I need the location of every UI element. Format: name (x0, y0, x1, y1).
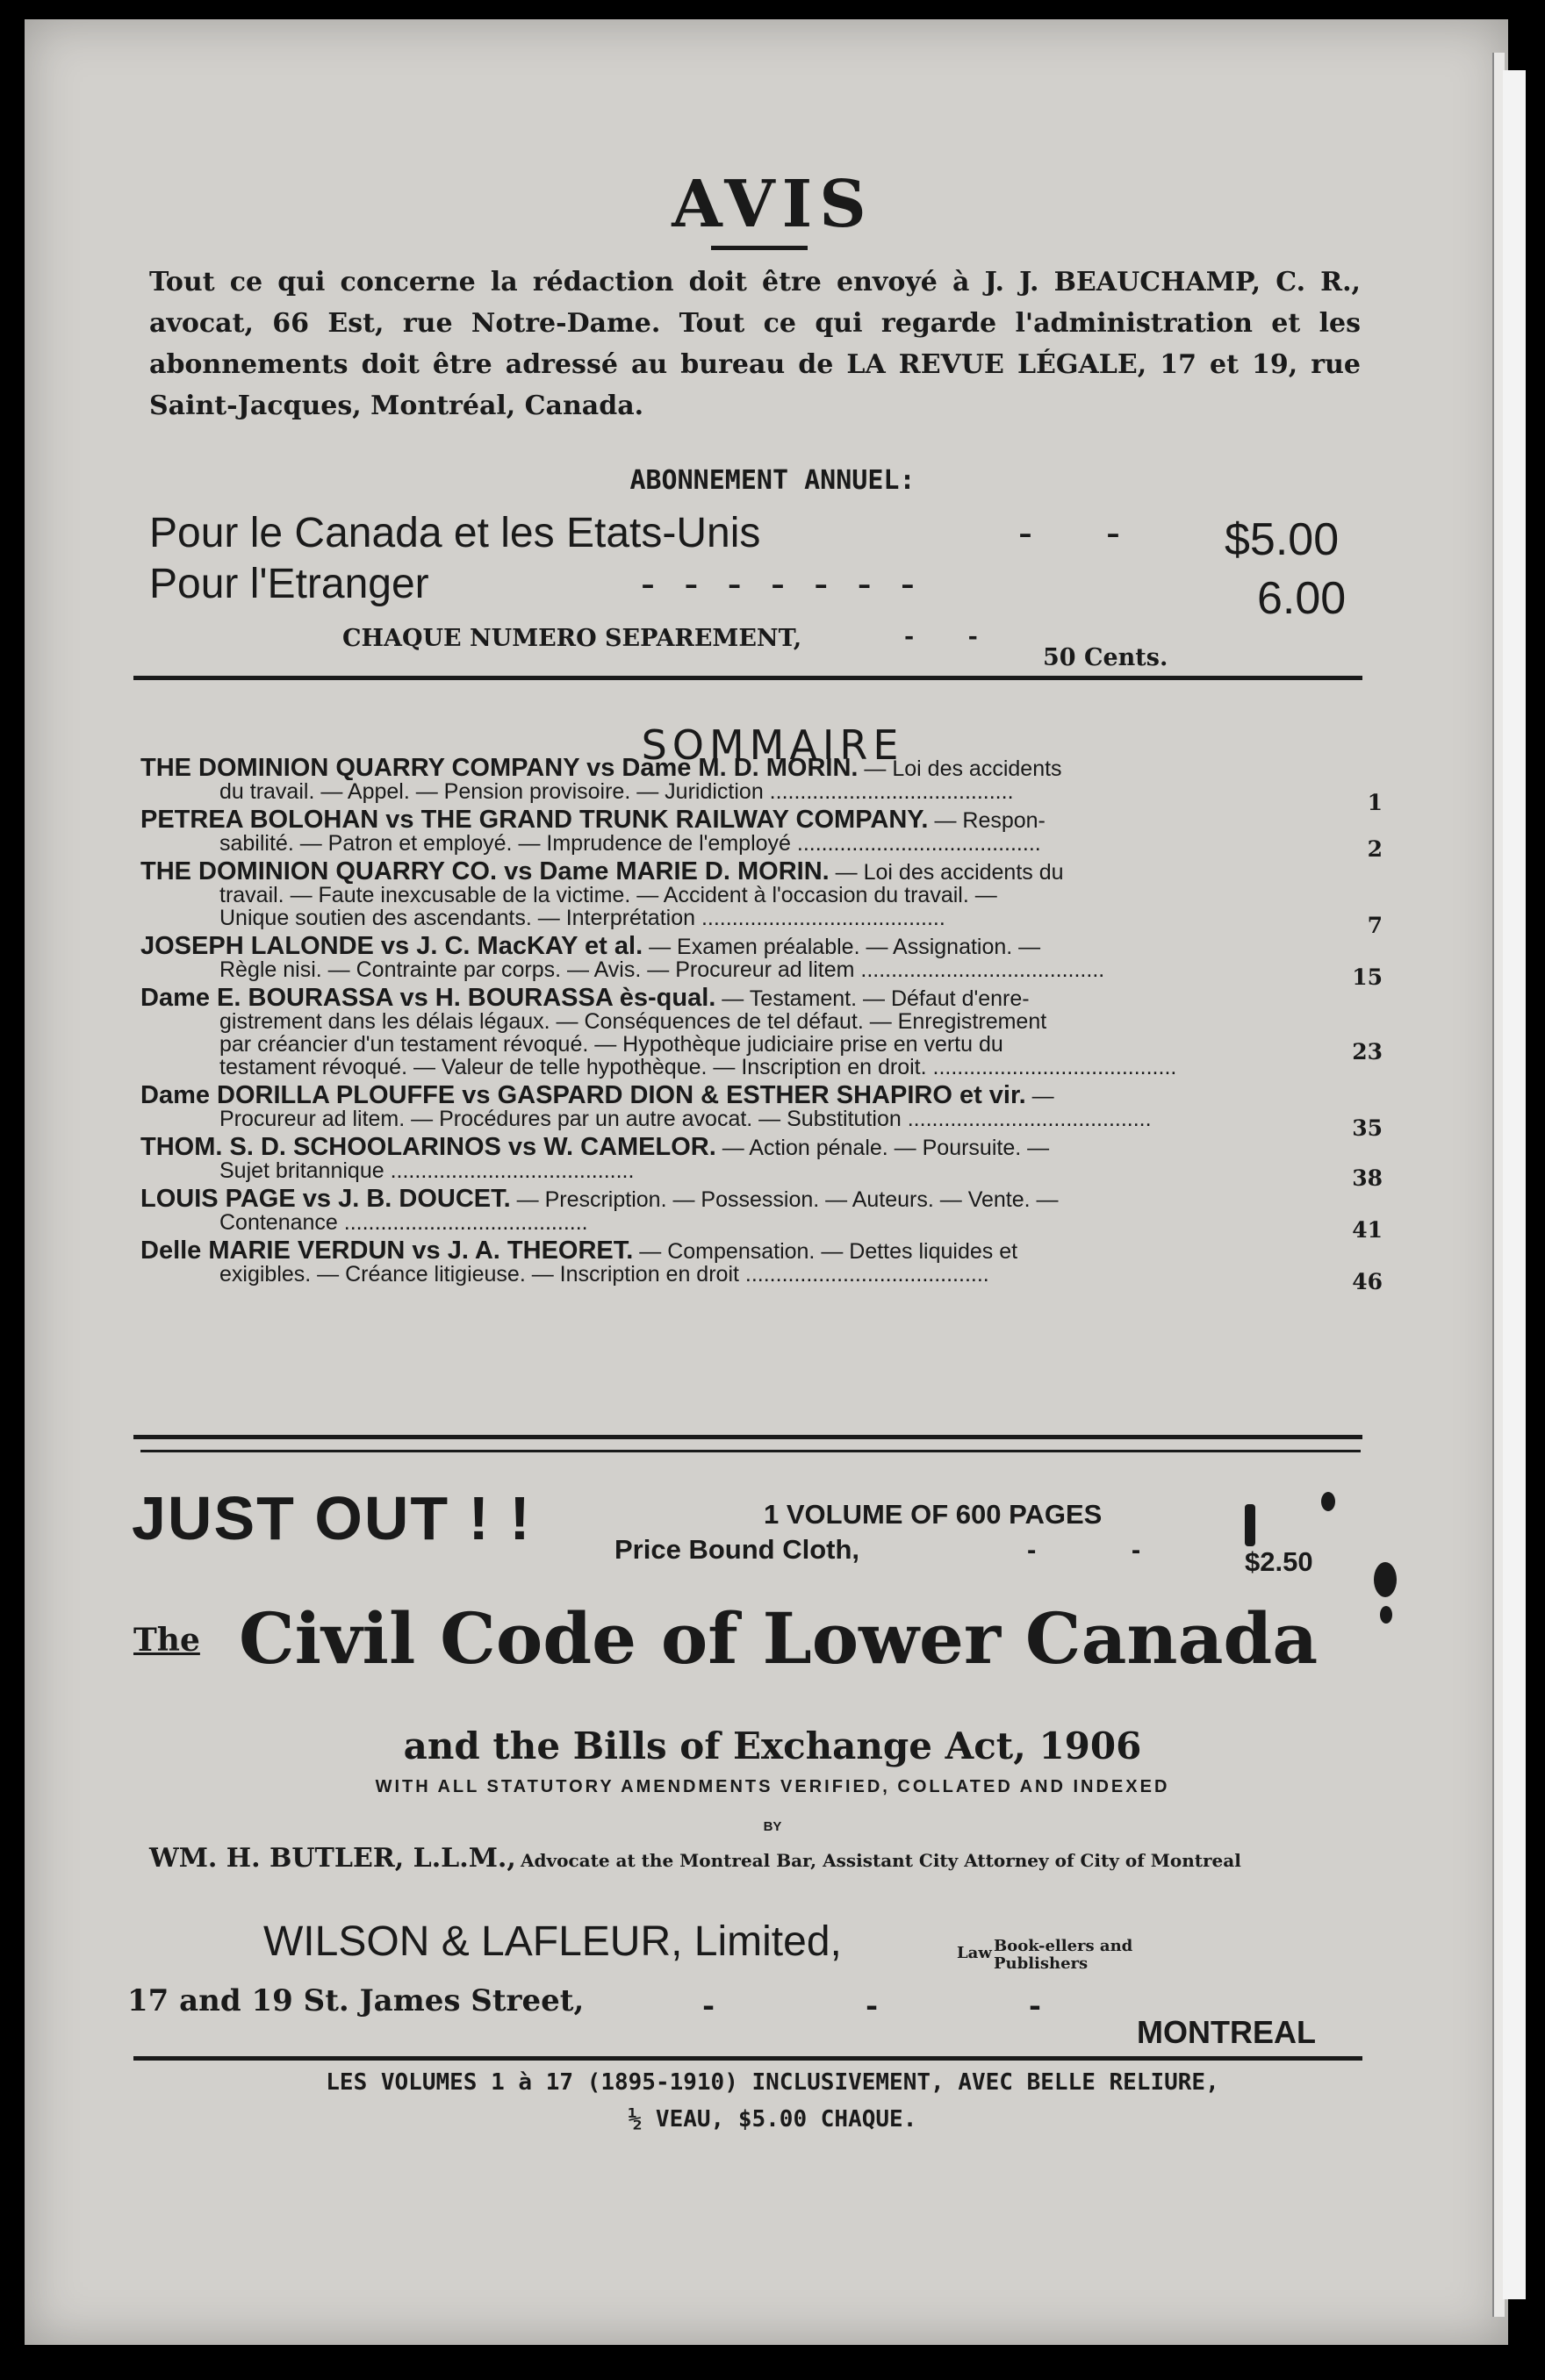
avis-body: Tout ce qui concerne la rédaction doit être envoyé à J. J. BEAUCHAMP, C. R., avocat, 66 Est, rue Notre-Dame. Tout ce qui regarde l'administration et les abonnements doit être adressé au bureau de LA REVUE LÉGALE, 17 et 19, rue Saint-Jacques, Montréal, Canada. (149, 267, 1361, 421)
toc-entry-first-line (140, 1187, 1365, 1211)
section-rule (133, 676, 1362, 680)
toc-entry-text: — Testament. — Défaut d'enre- (722, 986, 1030, 1010)
toc-page-number: 46 (1352, 1269, 1383, 1294)
toc-entry-text: travail. — Faute inexcusable de la victime. — Accident à l'occasion du travail. — (219, 884, 997, 907)
toc-page-number: 1 (1367, 790, 1383, 815)
toc-entry-text: — Compensation. — Dettes liquides et (639, 1239, 1018, 1263)
toc-entry (140, 1239, 1383, 1294)
toc-page-number: 23 (1352, 1039, 1383, 1065)
toc-entry-first-line (140, 1136, 1365, 1159)
toc-entry-text: par créancier d'un testament révoqué. — Hypothèque judiciaire prise en vertu du (219, 1033, 1003, 1056)
publisher-law-word: Law (957, 1944, 992, 1962)
toc-entry-text: — Loi des accidents (864, 756, 1062, 780)
toc-entry-text: — Prescription. — Possession. — Auteurs. — Vente. — (516, 1187, 1059, 1211)
toc-page-number: 41 (1352, 1217, 1383, 1243)
single-issue-price: 50 Cents. (1043, 644, 1168, 671)
address-dots: - - - (702, 1989, 1112, 2024)
toc-entry-first-line (140, 860, 1365, 884)
toc-page-number: 35 (1352, 1115, 1383, 1141)
toc-entry-text: Contenance (219, 1211, 338, 1234)
toc-entry-text: exigibles. — Créance litigieuse. — Inscription en droit (219, 1263, 739, 1286)
toc-entry-line (140, 884, 1365, 907)
price-foreign: 6.00 (1257, 573, 1347, 624)
toc-leader-dots: ........................................ (901, 1108, 1152, 1130)
single-issue-label: CHAQUE NUMERO SEPAREMENT, (342, 625, 802, 652)
toc-entry-text: Règle nisi. — Contrainte par corps. — Avis. — Procureur ad litem (219, 958, 855, 981)
toc-entry-first-line (140, 935, 1365, 958)
toc-leader-dots: ........................................ (384, 1159, 635, 1182)
page-edge-highlight (1503, 70, 1526, 2299)
toc-parties: Dame DORILLA PLOUFFE vs GASPARD DION & ESTHER SHAPIRO et vir. (140, 1084, 1026, 1108)
toc-entry (140, 986, 1383, 1079)
book-description: WITH ALL STATUTORY AMENDMENTS VERIFIED, COLLATED AND INDEXED (375, 1777, 1170, 1796)
toc-entry-text: — Respon- (934, 808, 1046, 832)
toc-entry-line (140, 1108, 1365, 1130)
toc-parties: THOM. S. D. SCHOOLARINOS vs W. CAMELOR. (140, 1136, 716, 1159)
toc-page-number: 2 (1367, 836, 1383, 862)
toc-leader-dots: ........................................ (854, 958, 1105, 981)
price-dashes: - - - - - - - (641, 561, 923, 607)
toc-leader-dots: ........................................ (790, 832, 1041, 855)
section-rule (133, 1435, 1362, 1439)
price-label-foreign: Pour l'Etranger (149, 561, 429, 607)
toc-leader-dots: ........................................ (738, 1263, 989, 1286)
toc-leader-dots: ........................................ (337, 1211, 588, 1234)
toc-entry-text: testament révoqué. — Valeur de telle hypothèque. — Inscription en droit. (219, 1056, 927, 1079)
toc-entry-first-line (140, 1239, 1365, 1263)
toc-parties: Delle MARIE VERDUN vs J. A. THEORET. (140, 1239, 634, 1263)
section-rule-thin (140, 1450, 1361, 1452)
price-label: Price Bound Cloth, (614, 1534, 859, 1565)
toc-entry (140, 1136, 1383, 1191)
toc-entry (140, 1187, 1383, 1243)
toc-entry-text: Sujet britannique (219, 1159, 384, 1182)
price-dash: - (1106, 510, 1120, 556)
toc-entry-line (140, 1010, 1365, 1033)
price-canada: $5.00 (1225, 514, 1340, 565)
sommaire-title: SOMMAIRE (641, 721, 904, 769)
table-of-contents (140, 756, 1383, 1294)
toc-entry-text: du travail. — Appel. — Pension provisoire. — Juridiction (219, 780, 764, 803)
toc-parties: THE DOMINION QUARRY CO. vs Dame MARIE D. MORIN. (140, 860, 830, 884)
toc-parties: LOUIS PAGE vs J. B. DOUCET. (140, 1187, 511, 1211)
by-label: BY (763, 1819, 782, 1834)
avis-title: AVIS (672, 167, 873, 242)
author-description: Advocate at the Montreal Bar, Assistant City Attorney of City of Montreal (521, 1850, 1241, 1871)
toc-parties: JOSEPH LALONDE vs J. C. MacKAY et al. (140, 935, 643, 958)
author-name: WM. H. BUTLER, L.L.M., (149, 1843, 516, 1874)
volume-info: 1 VOLUME OF 600 PAGES (764, 1499, 1103, 1530)
toc-entry (140, 808, 1383, 862)
toc-leader-dots: ........................................ (763, 780, 1014, 803)
toc-entry-text: — Loi des accidents du (835, 860, 1064, 884)
toc-entry-line (140, 1263, 1365, 1286)
toc-entry (140, 860, 1383, 938)
toc-entry (140, 756, 1383, 815)
toc-entry-first-line (140, 756, 1365, 780)
ink-stain (1374, 1562, 1397, 1597)
toc-entry-text: Procureur ad litem. — Procédures par un autre avocat. — Substitution (219, 1108, 902, 1130)
single-issue-dots: - - (904, 623, 1001, 650)
toc-entry-text: gistrement dans les délais légaux. — Conséquences de tel défaut. — Enregistrement (219, 1010, 1047, 1033)
publisher-address: 17 and 19 St. James Street, (127, 1983, 585, 2018)
toc-leader-dots: ........................................ (926, 1056, 1177, 1079)
volumes-notice: LES VOLUMES 1 à 17 (1895-1910) INCLUSIVEMENT, AVEC BELLE RELIURE, (326, 2069, 1219, 2096)
just-out-headline: JUST OUT ! ! (132, 1484, 532, 1552)
toc-entry (140, 1084, 1383, 1141)
book-subtitle: and the Bills of Exchange Act, 1906 (403, 1724, 1142, 1767)
book-price: $2.50 (1245, 1546, 1313, 1577)
toc-entry-line (140, 1211, 1365, 1234)
publisher-description: Book-ellers and Publishers (994, 1937, 1133, 1973)
price-dots: - - (1027, 1534, 1185, 1565)
toc-entry-first-line (140, 808, 1365, 832)
toc-page-number: 38 (1352, 1165, 1383, 1191)
book-title: Civil Code of Lower Canada (239, 1597, 1319, 1680)
price-dash: - (1018, 510, 1032, 556)
toc-entry-line (140, 1033, 1365, 1056)
title-article: The (133, 1622, 200, 1659)
toc-entry-text: — (1031, 1084, 1054, 1108)
subscription-heading: ABONNEMENT ANNUEL: (629, 465, 916, 496)
toc-page-number: 15 (1352, 964, 1383, 990)
toc-entry-text: — Action pénale. — Poursuite. — (722, 1136, 1050, 1159)
toc-entry-text: sabilité. — Patron et employé. — Imprudence de l'employé (219, 832, 791, 855)
toc-entry-line (140, 907, 1365, 929)
toc-entry-line (140, 958, 1365, 981)
publisher-name: WILSON & LAFLEUR, Limited, (263, 1918, 842, 1965)
toc-entry-first-line (140, 986, 1365, 1010)
toc-entry-text: — Examen préalable. — Assignation. — (649, 935, 1041, 958)
volumes-price: ½ VEAU, $5.00 CHAQUE. (628, 2106, 917, 2133)
price-label-canada: Pour le Canada et les Etats-Unis (149, 510, 761, 556)
toc-entry (140, 935, 1383, 990)
toc-parties: PETREA BOLOHAN vs THE GRAND TRUNK RAILWAY COMPANY. (140, 808, 929, 832)
section-rule (133, 2056, 1362, 2061)
toc-parties: THE DOMINION QUARRY COMPANY vs Dame M. D. MORIN. (140, 756, 859, 780)
toc-entry-text: Unique soutien des ascendants. — Interprétation (219, 907, 696, 929)
ink-stain (1245, 1504, 1255, 1546)
toc-entry-line (140, 1056, 1365, 1079)
avis-rule (711, 246, 808, 250)
toc-entry-first-line (140, 1084, 1365, 1108)
toc-parties: Dame E. BOURASSA vs H. BOURASSA ès-qual. (140, 986, 716, 1010)
toc-leader-dots: ........................................ (695, 907, 945, 929)
toc-entry-line (140, 780, 1365, 803)
toc-page-number: 7 (1367, 913, 1383, 938)
ink-stain (1321, 1492, 1335, 1511)
toc-entry-line (140, 832, 1365, 855)
ink-stain (1380, 1606, 1392, 1624)
publisher-city: MONTREAL (1137, 2014, 1316, 2050)
toc-entry-line (140, 1159, 1365, 1182)
